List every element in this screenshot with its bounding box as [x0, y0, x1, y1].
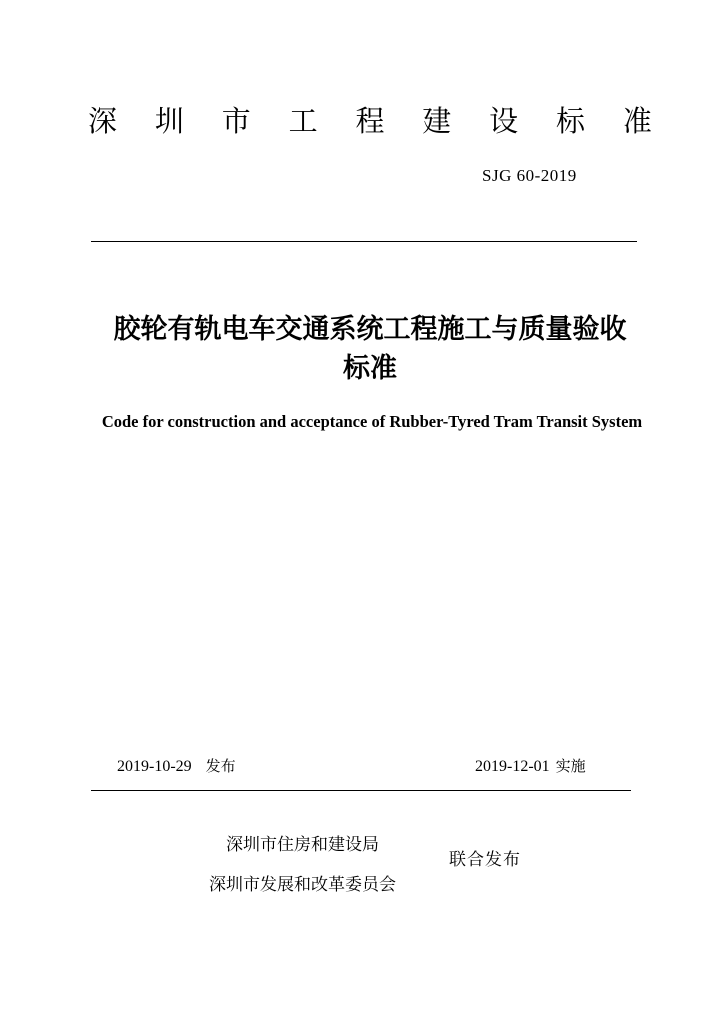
- bottom-divider: [91, 790, 631, 791]
- implement-date: 2019-12-01: [475, 758, 550, 775]
- issuer-development-commission: 深圳市发展和改革委员会: [209, 875, 396, 895]
- category-char: 准: [622, 103, 652, 138]
- issue-date: 2019-10-29: [117, 758, 192, 775]
- standard-number: SJG 60-2019: [482, 166, 577, 185]
- category-char: 深: [88, 103, 118, 138]
- standard-category-title: [88, 96, 652, 142]
- category-char: 标: [556, 103, 586, 138]
- document-title: [70, 310, 670, 388]
- joint-issue-label: 联合发布: [449, 850, 521, 870]
- title-line-2: 标准: [343, 353, 397, 384]
- issue-label: 发布: [205, 757, 236, 775]
- implement-label: 实施: [555, 757, 586, 775]
- english-title: Code for construction and acceptance of Rubber-Tyred Tram Transit System: [101, 412, 643, 431]
- category-char: 市: [221, 103, 251, 138]
- category-char: 工: [288, 103, 318, 138]
- category-char: 圳: [154, 103, 184, 138]
- category-char: 建: [422, 103, 452, 138]
- top-divider: [91, 241, 637, 242]
- category-char: 程: [355, 103, 385, 138]
- implement-date-block: [475, 755, 586, 776]
- issuer-housing-bureau: 深圳市住房和建设局: [226, 835, 379, 855]
- issue-date-block: [117, 755, 236, 776]
- category-char: 设: [489, 103, 519, 138]
- title-line-1: 胶轮有轨电车交通系统工程施工与质量验收: [113, 314, 627, 345]
